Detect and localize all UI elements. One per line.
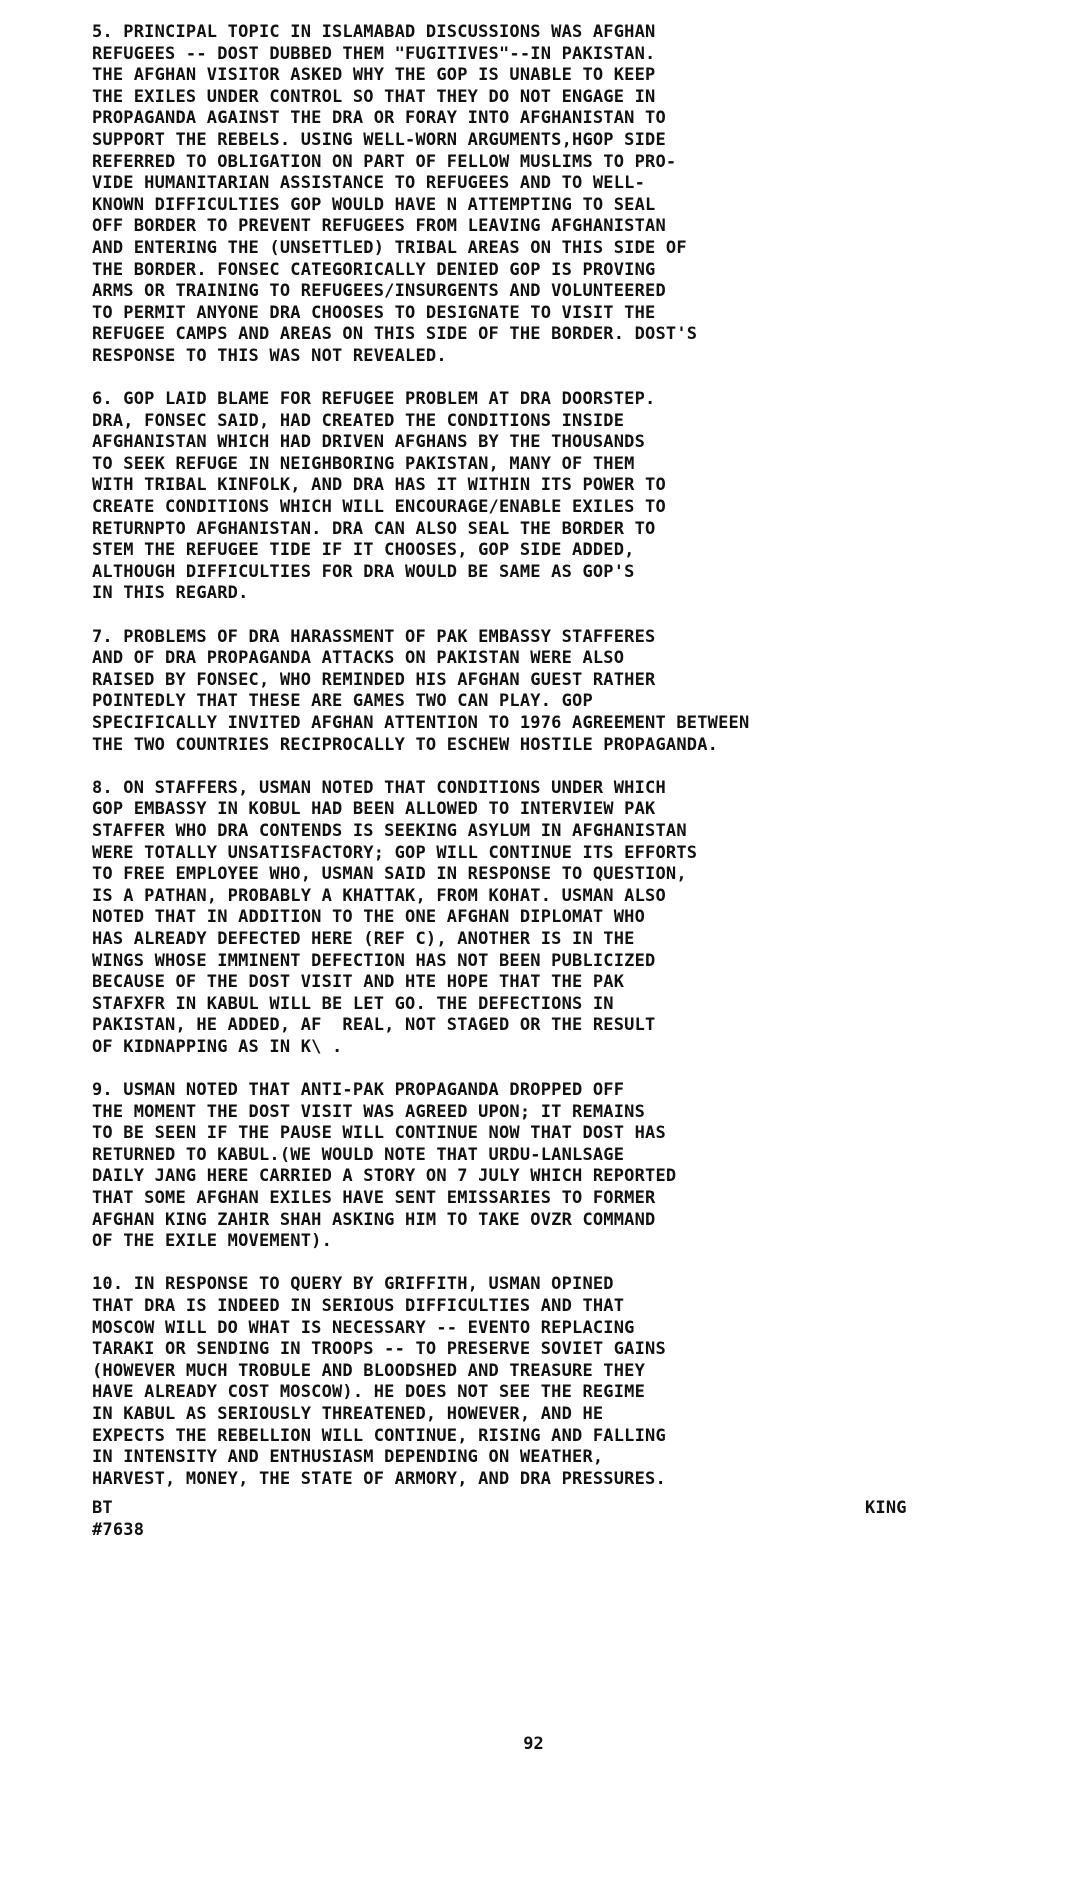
text-line: TO SEEK REFUGE IN NEIGHBORING PAKISTAN, MANY OF THEM (92, 453, 635, 474)
paragraph-8 (92, 778, 1052, 1059)
text-line: WERE TOTALLY UNSATISFACTORY; GOP WILL CONTINUE ITS EFFORTS (92, 842, 698, 863)
text-line: TO BE SEEN IF THE PAUSE WILL CONTINUE NOW THAT DOST HAS (92, 1123, 666, 1144)
break-marker: BT (92, 1498, 113, 1519)
text-line: PAKISTAN, HE ADDED, AF REAL, NOT STAGED OR THE RESULT (92, 1015, 656, 1036)
text-line: TO FREE EMPLOYEE WHO, USMAN SAID IN RESPONSE TO QUESTION, (92, 864, 687, 885)
paragraph-9 (92, 1080, 1052, 1253)
text-line: OF THE EXILE MOVEMENT). (92, 1231, 333, 1252)
text-line: VIDE HUMANITARIAN ASSISTANCE TO REFUGEES AND TO WELL- (92, 173, 646, 194)
text-line: RAISED BY FONSEC, WHO REMINDED HIS AFGHAN GUEST RATHER (92, 669, 656, 690)
page-number: 92 (523, 1734, 544, 1754)
text-line: DRA, FONSEC SAID, HAD CREATED THE CONDITIONS INSIDE (92, 410, 625, 431)
text-line: POINTEDLY THAT THESE ARE GAMES TWO CAN PLAY. GOP (92, 691, 593, 712)
text-line: IN KABUL AS SERIOUSLY THREATENED, HOWEVER, AND HE (92, 1404, 604, 1424)
text-line: WITH TRIBAL KINFOLK, AND DRA HAS IT WITHIN ITS POWER TO (92, 475, 666, 496)
text-line: RETURNPTO AFGHANISTAN. DRA CAN ALSO SEAL THE BORDER TO (92, 518, 656, 539)
text-line: SPECIFICALLY INVITED AFGHAN ATTENTION TO 1976 AGREEMENT BETWEEN (92, 713, 750, 733)
text-line: HAS ALREADY DEFECTED HERE (REF C), ANOTHER IS IN THE (92, 928, 635, 949)
text-line: OFF BORDER TO PREVENT REFUGEES FROM LEAVING AFGHANISTAN (92, 216, 666, 237)
text-line: REFUGEES -- DOST DUBBED THEM "FUGITIVES"--IN PAKISTAN. (92, 43, 656, 64)
text-line: HARVEST, MONEY, THE STATE OF ARMORY, AND DRA PRESSURES. (92, 1468, 666, 1489)
text-line: BECAUSE OF THE DOST VISIT AND HTE HOPE THAT THE PAK (92, 972, 625, 993)
text-line: (HOWEVER MUCH TROBULE AND BLOODSHED AND TREASURE THEY (92, 1360, 646, 1381)
text-line: 6. GOP LAID BLAME FOR REFUGEE PROBLEM AT DRA DOORSTEP. (92, 389, 656, 410)
text-line: GOP EMBASSY IN KOBUL HAD BEEN ALLOWED TO INTERVIEW PAK (92, 799, 656, 820)
text-line: 5. PRINCIPAL TOPIC IN ISLAMABAD DISCUSSIONS WAS AFGHAN (92, 22, 656, 42)
text-line: OF KIDNAPPING AS IN K\ . (92, 1036, 343, 1057)
text-line: 7. PROBLEMS OF DRA HARASSMENT OF PAK EMBASSY STAFFERES (92, 626, 656, 647)
message-number: #7638 (92, 1519, 145, 1540)
text-line: THAT DRA IS INDEED IN SERIOUS DIFFICULTIES AND THAT (92, 1296, 625, 1317)
paragraph-5 (92, 22, 1052, 368)
text-line: REFERRED TO OBLIGATION ON PART OF FELLOW MUSLIMS TO PRO- (92, 151, 677, 172)
text-line: CREATE CONDITIONS WHICH WILL ENCOURAGE/ENABLE EXILES TO (92, 497, 666, 518)
text-line: AFGHANISTAN WHICH HAD DRIVEN AFGHANS BY THE THOUSANDS (92, 432, 646, 453)
text-line: RESPONSE TO THIS WAS NOT REVEALED. (92, 345, 447, 366)
cable-text (92, 22, 1052, 1542)
closing-row (92, 1498, 1052, 1520)
text-line: ARMS OR TRAINING TO REFUGEES/INSURGENTS AND VOLUNTEERED (92, 281, 666, 302)
text-line: THE EXILES UNDER CONTROL SO THAT THEY DO NOT ENGAGE IN (92, 86, 656, 107)
paragraph-6 (92, 389, 1052, 605)
text-line: 8. ON STAFFERS, USMAN NOTED THAT CONDITIONS UNDER WHICH (92, 777, 666, 798)
text-line: IN INTENSITY AND ENTHUSIASM DEPENDING ON WEATHER, (92, 1447, 604, 1468)
text-line: 10. IN RESPONSE TO QUERY BY GRIFFITH, USMAN OPINED (92, 1274, 614, 1295)
text-line: AND ENTERING THE (UNSETTLED) TRIBAL AREAS ON THIS SIDE OF (92, 237, 687, 258)
text-line: MOSCOW WILL DO WHAT IS NECESSARY -- EVENTO REPLACING (92, 1317, 635, 1338)
text-line: SUPPORT THE REBELS. USING WELL-WORN ARGUMENTS,HGOP SIDE (92, 129, 666, 150)
text-line: THAT SOME AFGHAN EXILES HAVE SENT EMISSARIES TO FORMER (92, 1188, 656, 1209)
text-line: 9. USMAN NOTED THAT ANTI-PAK PROPAGANDA DROPPED OFF (92, 1080, 625, 1101)
text-line: AFGHAN KING ZAHIR SHAH ASKING HIM TO TAKE OVZR COMMAND (92, 1209, 656, 1230)
paragraph-7 (92, 627, 1052, 757)
text-line: TO PERMIT ANYONE DRA CHOOSES TO DESIGNATE TO VISIT THE (92, 302, 656, 323)
text-line: STAFXFR IN KABUL WILL BE LET GO. THE DEFECTIONS IN (92, 993, 614, 1014)
text-line: PROPAGANDA AGAINST THE DRA OR FORAY INTO AFGHANISTAN TO (92, 108, 666, 129)
text-line: AND OF DRA PROPAGANDA ATTACKS ON PAKISTAN WERE ALSO (92, 648, 625, 669)
text-line: IN THIS REGARD. (92, 583, 249, 604)
text-line: DAILY JANG HERE CARRIED A STORY ON 7 JULY WHICH REPORTED (92, 1166, 677, 1187)
text-line: RETURNED TO KABUL.(WE WOULD NOTE THAT URDU-LANLSAGE (92, 1144, 625, 1165)
text-line: STAFFER WHO DRA CONTENDS IS SEEKING ASYLUM IN AFGHANISTAN (92, 820, 687, 841)
signature: KING (865, 1498, 907, 1519)
text-line: WINGS WHOSE IMMINENT DEFECTION HAS NOT BEEN PUBLICIZED (92, 950, 656, 971)
text-line: KNOWN DIFFICULTIES GOP WOULD HAVE N ATTEMPTING TO SEAL (92, 194, 656, 215)
text-line: THE TWO COUNTRIES RECIPROCALLY TO ESCHEW HOSTILE PROPAGANDA. (92, 734, 719, 755)
text-line: HAVE ALREADY COST MOSCOW). HE DOES NOT SEE THE REGIME (92, 1382, 646, 1403)
text-line: THE BORDER. FONSEC CATEGORICALLY DENIED GOP IS PROVING (92, 259, 656, 280)
paragraph-10 (92, 1274, 1052, 1490)
text-line: ALTHOUGH DIFFICULTIES FOR DRA WOULD BE SAME AS GOP'S (92, 561, 635, 582)
text-line: NOTED THAT IN ADDITION TO THE ONE AFGHAN DIPLOMAT WHO (92, 907, 646, 928)
text-line: TARAKI OR SENDING IN TROOPS -- TO PRESERVE SOVIET GAINS (92, 1339, 666, 1360)
text-line: IS A PATHAN, PROBABLY A KHATTAK, FROM KOHAT. USMAN ALSO (92, 885, 666, 906)
text-line: REFUGEE CAMPS AND AREAS ON THIS SIDE OF THE BORDER. DOST'S (92, 324, 698, 345)
text-line: EXPECTS THE REBELLION WILL CONTINUE, RISING AND FALLING (92, 1425, 666, 1446)
text-line: STEM THE REFUGEE TIDE IF IT CHOOSES, GOP SIDE ADDED, (92, 540, 635, 561)
text-line: THE AFGHAN VISITOR ASKED WHY THE GOP IS UNABLE TO KEEP (92, 65, 656, 86)
text-line: THE MOMENT THE DOST VISIT WAS AGREED UPON; IT REMAINS (92, 1101, 646, 1122)
